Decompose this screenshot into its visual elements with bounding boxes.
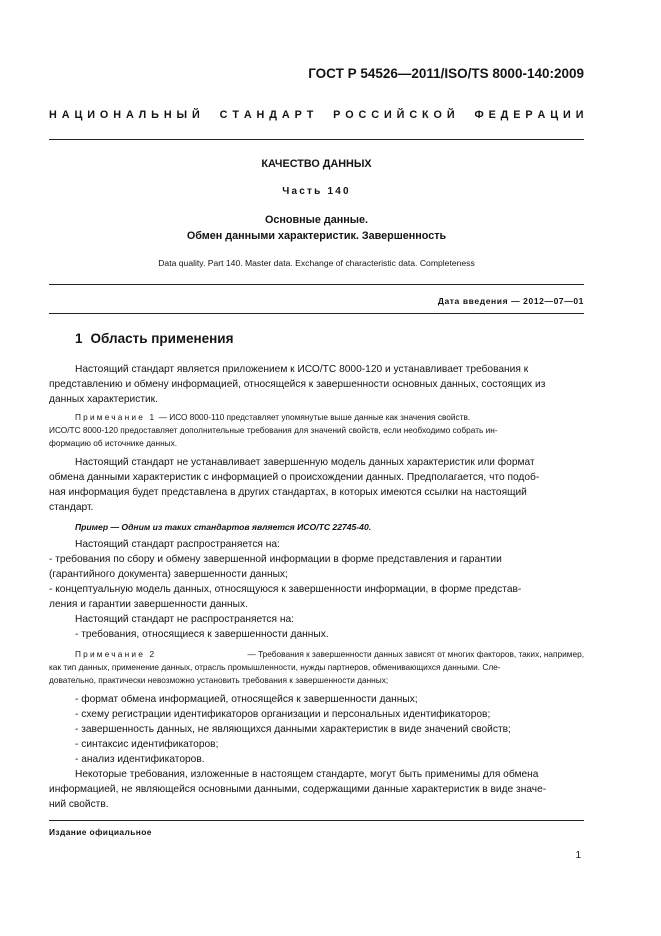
note1-text-1: — ИСО 8000-110 представляет упомянутые выше данные как значения свойств. [158, 412, 471, 422]
banner-letter: А [281, 109, 290, 121]
banner-letter: С [219, 109, 228, 121]
official-edition-label: Издание официальное [49, 827, 152, 837]
section-heading [75, 331, 233, 346]
top-rule [49, 139, 584, 140]
applies-line-2: (гарантийного документа) завершенности данных; [49, 569, 288, 580]
banner-letter: С [409, 109, 418, 121]
banner-letter: К [422, 109, 429, 121]
banner-letter: Д [500, 109, 509, 121]
footer-rule [49, 820, 584, 821]
page-number: 1 [575, 850, 581, 861]
applies-line-4: ления и гарантии завершенности данных. [49, 599, 248, 610]
banner-letter: Й [446, 109, 455, 121]
note1-label: Примечание 1 [75, 412, 157, 422]
banner-letter: А [61, 109, 70, 121]
document-code: ГОСТ Р 54526—2011/ISO/TS 8000-140:2009 [308, 66, 584, 81]
applies-intro: Настоящий стандарт распространяется на: [75, 539, 280, 550]
banner-letter: А [537, 109, 546, 121]
note2-line-3: довательно, практически невозможно установить требования к завершенности данных; [49, 675, 389, 685]
note1-line-2: ИСО/ТС 8000-120 предоставляет дополнительные требования для значений свойств, если необходимо собрать ин- [49, 425, 498, 435]
banner-letter: А [243, 109, 252, 121]
p3-line-1: Некоторые требования, изложенные в настоящем стандарте, могут быть применимы для обмена [75, 769, 539, 780]
banner-letter: Т [232, 109, 239, 121]
title-bottom-rule [49, 284, 584, 285]
banner-letter: Ь [151, 109, 159, 121]
banner-letter [205, 109, 215, 121]
doc-subtitle-1: Основные данные. [264, 214, 369, 226]
p1-line-2: представлению и обмену информацией, относящейся к завершенности основных данных, состоящих из [49, 379, 546, 390]
example: Пример — Одним из таких стандартов является ИСО/ТС 22745-40. [75, 522, 372, 532]
banner-letter: Ы [176, 109, 188, 121]
banner-letter: Е [513, 109, 521, 121]
banner-letter: Н [113, 109, 122, 121]
doc-title: КАЧЕСТВО ДАННЫХ [261, 158, 372, 170]
banner-letter: Ц [74, 109, 83, 121]
banner-letter: Е [488, 109, 496, 121]
banner-letter: Р [525, 109, 533, 121]
p1-line-1: Настоящий стандарт является приложением к ИСО/ТС 8000-120 и устанавливает требования к [75, 364, 529, 375]
banner-letter: О [433, 109, 442, 121]
note2-text-1: — Требования к завершенности данных зависят от многих факторов, таких, например, [247, 649, 584, 659]
note2-line-2: как тип данных, применение данных, отрасль промышленности, нужды партнеров, обменивающихся данными. Сле- [49, 662, 501, 672]
note2-label: Примечание 2 [75, 649, 157, 659]
banner-letter: О [99, 109, 109, 121]
p3-line-2: информацией, не являющейся основными данными, содержащими данные характеристик в виде значе- [49, 784, 547, 795]
banner-letter: И [87, 109, 95, 121]
not-applies-intro: Настоящий стандарт не распространяется на: [75, 614, 295, 625]
banner-letter: И [575, 109, 584, 121]
banner-letter: О [345, 109, 354, 121]
banner-letter: Д [269, 109, 277, 121]
date-rule [49, 313, 584, 314]
introduction-date: Дата введения — 2012—07—01 [437, 296, 584, 306]
p1-line-3: данных характеристик. [49, 394, 158, 405]
banner-letter: Р [294, 109, 302, 121]
section-number: 1 [75, 331, 83, 346]
banner-letter: Т [306, 109, 314, 121]
banner-letter [318, 109, 328, 121]
applies-line-3: - концептуальную модель данных, относящуюся к завершенности информации, в форме представ- [49, 584, 522, 595]
list-item: - завершенность данных, не являющихся данными характеристик в виде значений свойств; [75, 724, 511, 735]
not-applies-line-1: - требования, относящиеся к завершенности данных. [75, 629, 329, 640]
banner-letter: Й [396, 109, 405, 121]
banner-letter: Н [163, 109, 172, 121]
banner-letter: И [383, 109, 392, 121]
banner-letter: С [358, 109, 367, 121]
banner-letter [460, 109, 470, 121]
applies-line-1: - требования по сбору и обмену завершенной информации в форме представления и гарантии [49, 554, 502, 565]
note2-line-1 [75, 649, 584, 661]
banner-letter: Й [192, 109, 200, 121]
banner-letter: Ф [474, 109, 484, 121]
doc-subtitle-2: Обмен данными характеристик. Завершенность [186, 230, 447, 242]
banner-letter: С [371, 109, 380, 121]
banner-letter: Н [49, 109, 57, 121]
national-standard-banner [49, 109, 584, 121]
banner-letter: Ц [550, 109, 559, 121]
list-item: - схему регистрации идентификаторов организации и персональных идентификаторов; [75, 709, 491, 720]
list-item: - анализ идентификаторов. [75, 754, 205, 765]
section-title: Область применения [90, 331, 234, 346]
p2-line-2: обмена данными характеристик с информацией о происхождении данных. Предполагается, что подоб- [49, 472, 540, 483]
list-item: - синтаксис идентификаторов; [75, 739, 219, 750]
p2-line-4: стандарт. [49, 502, 94, 513]
banner-letter: Н [256, 109, 265, 121]
note1-line-1 [75, 412, 584, 424]
list-item: - формат обмена информацией, относящейся к завершенности данных; [75, 694, 418, 705]
banner-letter: Р [333, 109, 341, 121]
banner-letter: Л [138, 109, 147, 121]
p2-line-3: ная информация будет представлена в других стандартах, в которых имеются ссылки на настоящий [49, 487, 527, 498]
note1-line-3: формацию об источнике данных. [49, 438, 178, 448]
doc-part: Часть 140 [282, 186, 351, 197]
english-title: Data quality. Part 140. Master data. Exchange of characteristic data. Completeness [158, 258, 475, 268]
banner-letter: А [125, 109, 134, 121]
p2-line-1: Настоящий стандарт не устанавливает завершенную модель данных характеристик или формат [75, 457, 535, 468]
banner-letter: И [563, 109, 571, 121]
p3-line-3: ний свойств. [49, 799, 109, 810]
